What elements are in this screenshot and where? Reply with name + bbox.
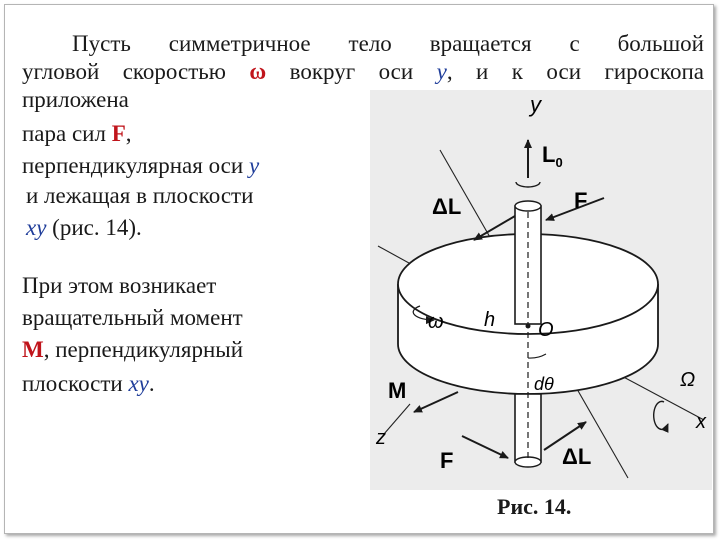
paragraph1-line5 (22, 152, 259, 180)
label-dtheta: dθ (534, 374, 554, 394)
origin-point (526, 324, 531, 329)
y-variable: y (436, 59, 447, 84)
label-dL-top: ΔL (432, 194, 462, 219)
paragraph1-line6: и лежащая в плоскости (26, 183, 254, 208)
paragraph2-line4 (22, 370, 155, 398)
paragraph1-line4 (22, 120, 132, 148)
label-M: M (388, 378, 407, 403)
figure-caption: Рис. 14. (497, 494, 572, 519)
label-omega: ω (428, 311, 444, 333)
omega-symbol: ω (249, 59, 267, 84)
p1-line4-pre: пара сил (22, 121, 112, 146)
paragraph2-line3 (22, 336, 243, 364)
label-L0: $L_0$ (542, 142, 563, 170)
p1-line2-post: , и к оси гироскопа (446, 59, 704, 84)
label-Omega: Ω (680, 369, 696, 391)
paragraph1-line1 (22, 30, 704, 58)
upper-shaft-top (515, 201, 541, 211)
paragraph1-line2 (22, 58, 704, 86)
p2-line4-post: . (148, 371, 155, 396)
moment-symbol: М (22, 337, 44, 362)
label-F-top: F (574, 188, 588, 213)
label-x: x (696, 411, 706, 433)
paragraph1-line7 (26, 214, 142, 242)
p2-line4-pre: плоскости (22, 371, 129, 396)
label-F-bottom: F (440, 448, 454, 473)
xy-variable: xy (128, 371, 149, 396)
label-y: y (530, 92, 541, 117)
p1-line1-text: Пусть симметричное тело вращается с большой (72, 31, 704, 56)
paragraph2-line2: вращательный момент (22, 305, 243, 330)
p1-line2-mid: вокруг оси (266, 59, 437, 84)
paragraph2-line1: При этом возникает (22, 273, 217, 298)
p1-line4-post: , (125, 121, 132, 146)
gyroscope-figure (370, 90, 712, 490)
paragraph1-line3: приложена (22, 87, 129, 112)
p1-line2-pre: угловой скоростью (22, 59, 250, 84)
label-dL-bottom: ΔL (562, 444, 592, 469)
label-h: h (484, 309, 496, 331)
y-variable: y (248, 153, 260, 178)
gyroscope-diagram (370, 90, 712, 490)
label-z: z (376, 427, 386, 449)
p1-line5-pre: перпендикулярная оси (22, 153, 249, 178)
lower-shaft-end (515, 457, 541, 467)
p1-line7-post: (рис. 14). (46, 215, 142, 240)
xy-variable: xy (26, 215, 47, 240)
p2-line3-post: , перпендикулярный (43, 337, 244, 362)
label-O: O (538, 319, 554, 341)
force-symbol: F (111, 121, 126, 146)
